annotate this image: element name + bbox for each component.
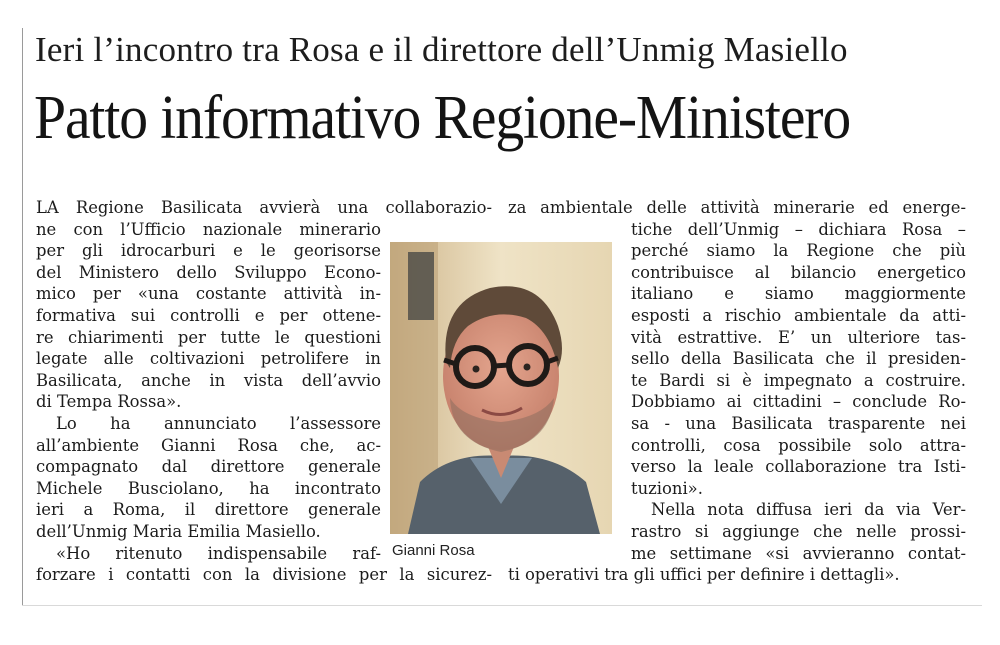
portrait-illustration: [390, 242, 612, 534]
text-line: legate alle coltivazioni petrolifere in: [36, 349, 381, 369]
text-line: formativa sui controlli e per ottene-: [36, 305, 381, 325]
portrait-photo: [390, 242, 612, 534]
text-line: rastro si aggiunge che nelle prossi-: [631, 521, 966, 541]
text-line: dell’Unmig Maria Emilia Masiello.: [36, 521, 321, 541]
text-line: verso la leale collaborazione tra Isti-: [631, 457, 966, 477]
text-line: me settimane «si avvieranno contat-: [631, 543, 966, 563]
text-line: LA Regione Basilicata avvierà una collaborazio-: [36, 198, 492, 217]
text-line: di Tempa Rossa».: [36, 392, 182, 412]
text-line: «Ho ritenuto indispensabile raf-: [56, 543, 381, 563]
text-line: Lo ha annunciato l’assessore: [56, 413, 381, 433]
text-line: te Bardi si è impegnato a costruire.: [631, 370, 966, 390]
text-line: forzare i contatti con la divisione per la sicurez-: [36, 565, 492, 585]
text-line: tiche dell’Unmig – dichiara Rosa –: [631, 219, 966, 239]
text-line: ti operativi tra gli uffici per definire i dettagli».: [508, 565, 900, 585]
text-line: Basilicata, anche in vista dell’avvio: [36, 370, 381, 390]
text-line: sello della Basilicata che il presiden-: [631, 349, 966, 369]
article-bottom-rule: [22, 605, 982, 606]
text-line: ne con l’Ufficio nazionale minerario: [36, 219, 381, 239]
text-line: vità estrattive. E’ un ulteriore tas-: [631, 327, 966, 347]
text-line: esposti a rischio ambientale da atti-: [631, 305, 966, 325]
photo-caption: Gianni Rosa: [392, 542, 475, 559]
text-line: re chiarimenti per tutte le questioni: [36, 327, 381, 347]
text-line: tuzioni».: [631, 478, 703, 498]
text-line: del Ministero dello Sviluppo Econo-: [36, 262, 381, 282]
article-kicker: Ieri l’incontro tra Rosa e il direttore dell’Unmig Masiello: [35, 30, 848, 69]
column-rule-left: [22, 28, 23, 606]
text-line: ieri a Roma, il direttore generale: [36, 500, 381, 520]
text-line: Dobbiamo ai cittadini – conclude Ro-: [631, 392, 966, 412]
text-line: sa - una Basilicata trasparente nei: [631, 413, 966, 433]
text-line: compagnato dal direttore generale: [36, 457, 381, 477]
text-line: contribuisce al bilancio energetico: [631, 262, 966, 282]
text-line: Michele Busciolano, ha incontrato: [36, 478, 381, 498]
text-line: per gli idrocarburi e le georisorse: [36, 241, 381, 261]
text-line: Nella nota diffusa ieri da via Ver-: [651, 500, 966, 520]
article-headline: Patto informativo Regione-Ministero: [34, 84, 851, 152]
text-line: mico per «una costante attività in-: [36, 284, 381, 304]
text-line: all’ambiente Gianni Rosa che, ac-: [36, 435, 381, 455]
text-line: perché siamo la Regione che più: [631, 241, 966, 261]
text-line: italiano e siamo maggiormente: [631, 284, 966, 304]
text-line: za ambientale delle attività minerarie ed energe-: [508, 198, 966, 217]
text-line: controlli, cosa possibile solo attra-: [631, 435, 966, 455]
